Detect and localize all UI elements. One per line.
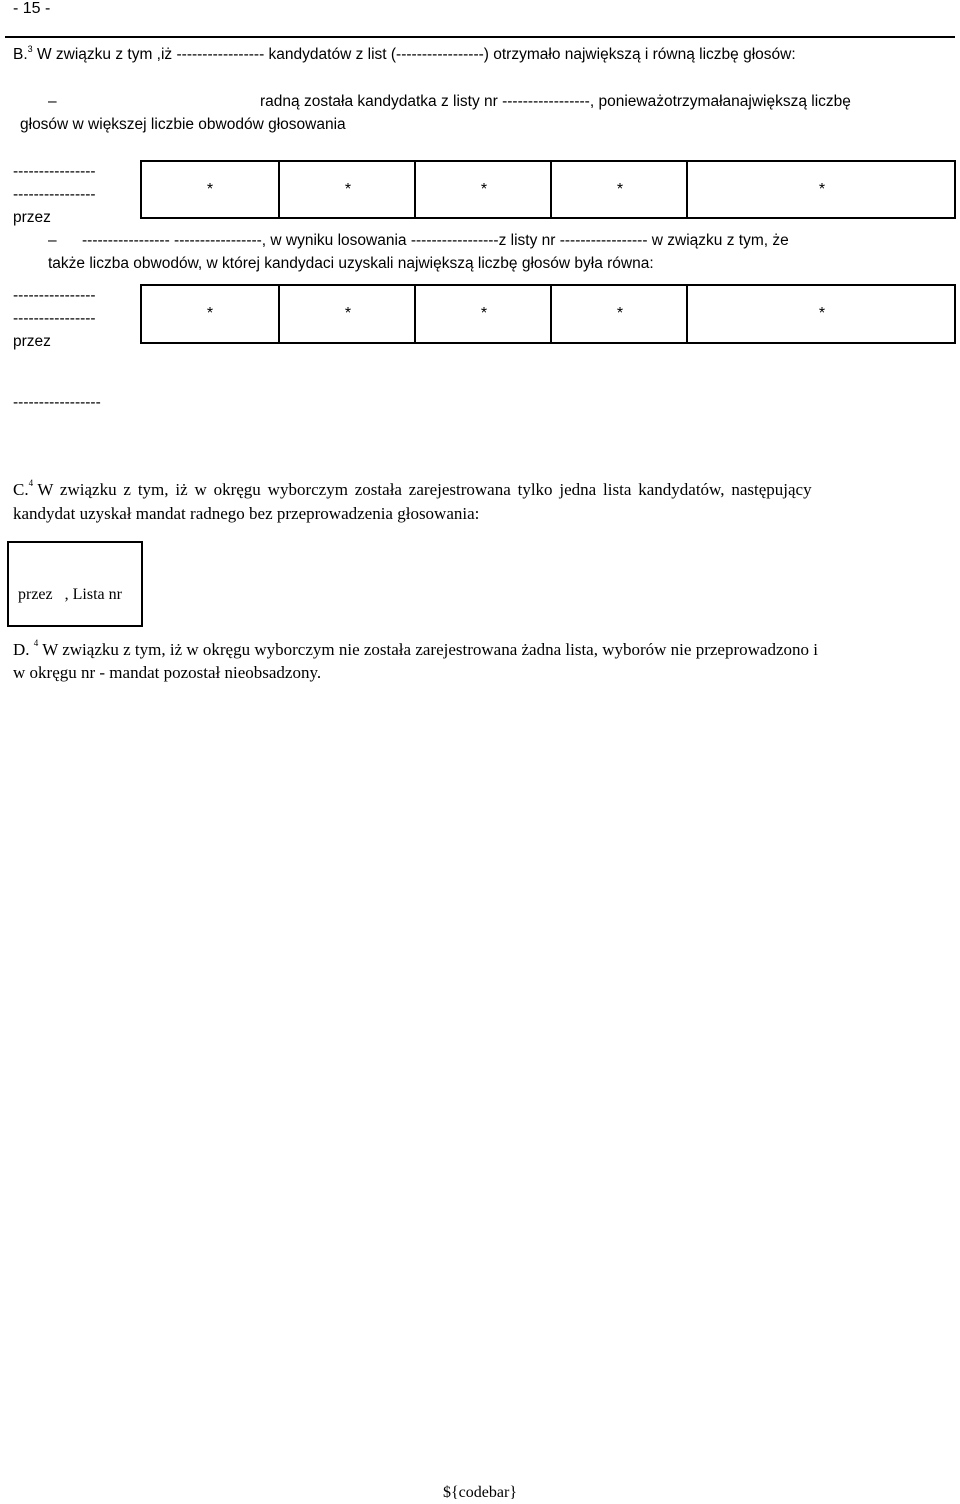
results-cell: * [686, 286, 956, 342]
case2-line1: ----------------- -----------------, w wyniku losowania -----------------z listy nr ----------------- w związku z tym, że [82, 232, 789, 249]
results-cell: * [414, 162, 552, 217]
case2-candidate-block [13, 284, 96, 353]
section-c-box-text: przez , Lista nr [18, 586, 122, 603]
results-cell: * [278, 162, 416, 217]
footnote-ref: 3 [27, 44, 33, 54]
page-number: - 15 - [13, 0, 51, 17]
section-d-line2: w okręgu nr - mandat pozostał nieobsadzony. [13, 663, 322, 682]
section-c-line2: kandydat uzyskał mandat radnego bez przeprowadzenia głosowania: [13, 504, 480, 523]
section-d-line1 [13, 640, 818, 660]
results-cell: * [206, 305, 214, 322]
section-b-heading [13, 46, 796, 64]
section-c-label: C. [13, 480, 29, 499]
results-cell: * [414, 286, 552, 342]
section-b-label: B. [13, 46, 28, 63]
candidate-placeholder: ---------------- [13, 186, 96, 203]
case1-results-table [140, 160, 956, 219]
candidate-przez: przez [13, 209, 51, 226]
candidate-przez: przez [13, 333, 51, 350]
candidate-placeholder: ---------------- [13, 163, 96, 180]
header-rule [5, 36, 955, 38]
case2-results-table [140, 284, 956, 344]
results-cell: * [550, 286, 688, 342]
footer-codebar: ${codebar} [443, 1484, 517, 1501]
section-d-text: W związku z tym, iż w okręgu wyborczym nie została zarejestrowana żadna lista, wyborów nie przeprowadzono i [42, 640, 818, 659]
results-cell: * [206, 180, 214, 198]
section-d-label: D. [13, 640, 30, 659]
footnote-ref: 4 [28, 478, 34, 488]
section-c-line1 [13, 480, 812, 500]
section-c-text: W związku z tym, iż w okręgu wyborczym została zarejestrowana tylko jedna lista kandydatów, następujący [37, 480, 812, 499]
results-cell: * [550, 162, 688, 217]
candidate-placeholder: ---------------- [13, 287, 96, 304]
case1-dash: – [48, 93, 57, 110]
candidate-placeholder: ---------------- [13, 310, 96, 327]
results-cell: * [278, 286, 416, 342]
footnote-ref: 4 [33, 638, 39, 648]
case1-line1: radną została kandydatka z listy nr -----------------, ponieważotrzymałanajwiększą liczbę [260, 93, 851, 110]
section-b-heading-text: W związku z tym ,iż ----------------- kandydatów z list (-----------------) otrzymało największą i równą liczbę głosów: [36, 46, 796, 63]
case2-dash: – [48, 232, 57, 249]
closing-dashes: ----------------- [13, 394, 101, 411]
results-cell: * [686, 162, 956, 217]
case1-line2: głosów w większej liczbie obwodów głosowania [20, 116, 346, 133]
case2-line2: także liczba obwodów, w której kandydaci uzyskali największą liczbę głosów była równa: [48, 255, 654, 272]
case1-candidate-block [13, 160, 96, 229]
section-c-candidate-box [7, 541, 143, 627]
